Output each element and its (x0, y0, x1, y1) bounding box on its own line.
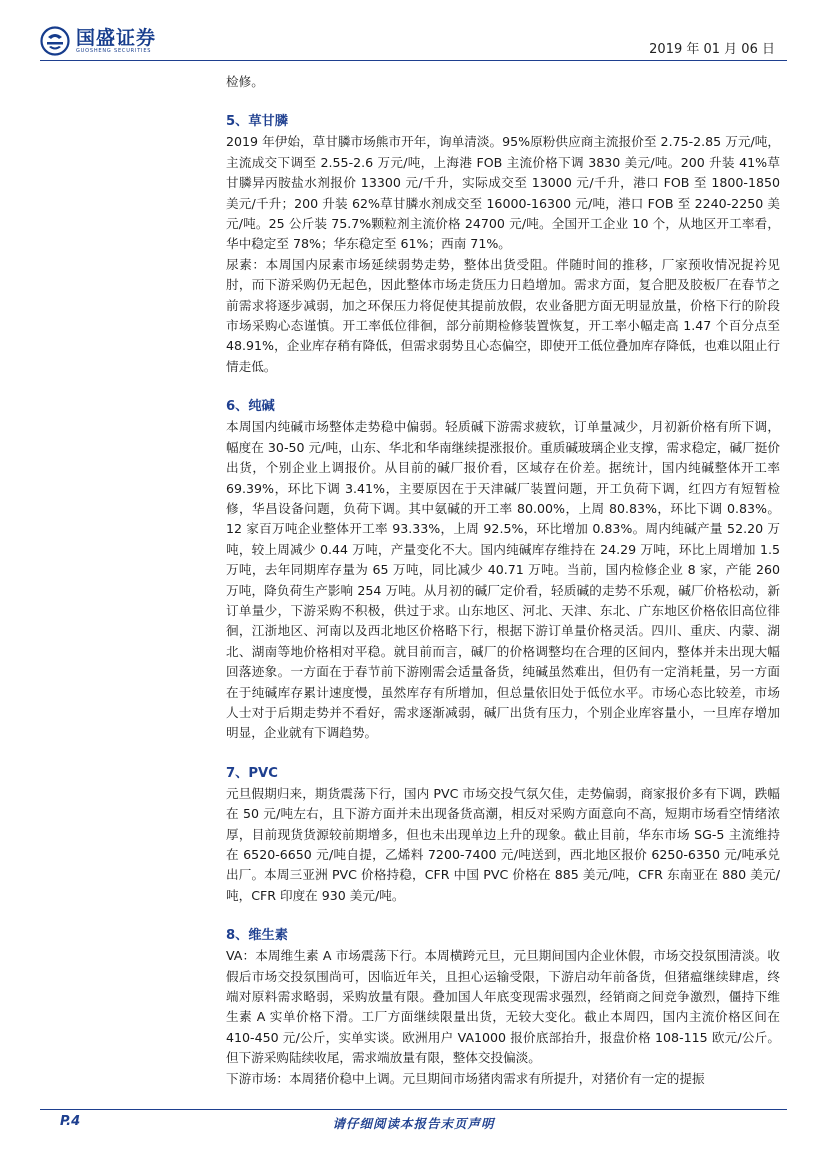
section-paragraph: 下游市场：本周猪价稳中上调。元旦期间市场猪肉需求有所提升，对猪价有一定的提振 (226, 1070, 705, 1086)
footer-divider (40, 1109, 787, 1110)
section-pvc (226, 764, 780, 906)
section-title: 6、纯碱 (226, 399, 275, 415)
logo-name: 国盛证券 (76, 26, 157, 49)
section-paragraph: VA：本周维生素 A 市场震荡下行。本周横跨元旦，元旦期间国内企业休假，市场交投氛围清淡。收假后市场交投氛围尚可，因临近年关，且担心运输受限，下游启动年前备货，但猪瘟继续肆虐，终端对原料需求略弱，采购放量有限。叠加国人年底变现需求强烈，经销商之间竞争激烈，僵持下维生素 A 实单价格下滑。工厂方面继续限量出货，无较大变化。截止本周四，国内主流价格区间在 410-450 元/公斤，实单实谈。欧洲用户 VA1000 报价底部抬升，报盘价格 108-115 欧元/公斤。但下游采购陆续收尾，需求端放量有限，整体交投偏淡。 (226, 948, 780, 1066)
section-soda-ash (226, 397, 780, 744)
report-date: 2019 年 01 月 06 日 (649, 42, 775, 57)
section-title: 5、草甘膦 (226, 114, 288, 130)
page-header (0, 0, 827, 68)
section-glyphosate (226, 112, 780, 377)
footer-disclaimer: 请仔细阅读本报告末页声明 (332, 1116, 495, 1131)
report-body (226, 72, 780, 1089)
section-vitamins (226, 926, 780, 1089)
intro-text: 检修。 (226, 74, 264, 89)
section-paragraph: 2019 年伊始，草甘膦市场熊市开年，询单清淡。95%原粉供应商主流报价至 2.75-2.85 万元/吨，主流成交下调至 2.55-2.6 万元/吨，上海港 FOB 主流价格下调 3830 美元/吨。200 升装 41%草甘膦异丙胺盐水剂报价 13300 元/千升，实际成交至 13000 元/千升，港口 FOB 至 1800-1850 美元/千升；200 升装 62%草甘膦水剂成交至 16000-16300 元/吨，港口 FOB 至 2240-2250 美元/吨。25 公斤装 75.7%颗粒剂主流价格 24700 元/吨。全国开工企业 10 个，从地区开工率看，华中稳定至 78%；华东稳定至 61%；西南 71%。 (226, 134, 780, 252)
section-title: 8、维生素 (226, 928, 288, 944)
page-number: P.4 (60, 1114, 81, 1129)
header-divider (40, 60, 787, 61)
company-logo (40, 26, 156, 56)
section-paragraph: 尿素：本周国内尿素市场延续弱势走势，整体出货受阻。伴随时间的推移，厂家预收情况捉衿见肘，而下游采购仍无起色，因此整体市场走货压力日趋增加。需求方面，复合肥及胶板厂在春节之前需求将逐步减弱，加之环保压力将促使其提前放假，农业备肥方面无明显放量，价格下行的阶段市场采购心态谨慎。开工率低位徘徊，部分前期检修装置恢复，开工率小幅走高 1.47 个百分点至 48.91%，企业库存稍有降低，但需求弱势且心态偏空，即使开工低位叠加库存降低，也难以阻止行情走低。 (226, 256, 780, 374)
section-title: 7、PVC (226, 765, 278, 781)
logo-english-name: GUOSHENG SECURITIES (76, 47, 152, 54)
section-paragraph: 本周国内纯碱市场整体走势稳中偏弱。轻质碱下游需求疲软，订单量减少，月初新价格有所下调，幅度在 30-50 元/吨，山东、华北和华南继续提涨报价。重质碱玻璃企业支撑，需求稳定，碱厂挺价出货，个别企业上调报价。从目前的碱厂报价看，区域存在价差。据统计，国内纯碱整体开工率 69.39%，环比下调 3.41%，主要原因在于天津碱厂装置问题，开工负荷下调，红四方有短暂检修，华昌设备问题，负荷下调。其中氨碱的开工率 80.00%，上周 80.83%，环比下调 0.83%。12 家百万吨企业整体开工率 93.33%，上周 92.5%，环比增加 0.83%。周内纯碱产量 52.20 万吨，较上周减少 0.44 万吨，产量变化不大。国内纯碱库存维持在 24.29 万吨，环比上周增加 1.5 万吨，去年同期库存量为 65 万吨，同比减少 40.71 万吨。当前，国内检修企业 8 家，产能 260 万吨，降负荷生产影响 254 万吨。从月初的碱厂定价看，轻质碱的走势不乐观，碱厂价格松动，新订单量少，下游采购不积极，供过于求。山东地区、河北、天津、东北、广东地区价格依旧高位徘徊，江浙地区、河南以及西北地区价格略下行，根据下游订单量价格灵活。四川、重庆、内蒙、湖北、湖南等地价格相对平稳。就目前而言，碱厂的价格调整均在合理的区间内，整体并未出现大幅回落迹象。一方面在于春节前下游刚需会适量备货，纯碱虽然难出，但仍有一定消耗量，另一方面在于纯碱库存累计速度慢，虽然库存有所增加，但总量依旧处于低位水平。市场心态比较差，市场人士对于后期走势并不看好，需求逐渐减弱，碱厂出货有压力，个别企业库容量小，一旦库存增加明显，企业就有下调趋势。 (226, 419, 780, 741)
guosheng-logo-icon (40, 26, 70, 56)
section-paragraph: 元旦假期归来，期货震荡下行，国内 PVC 市场交投气氛欠佳，走势偏弱，商家报价多有下调，跌幅在 50 元/吨左右，且下游方面并未出现备货高潮，相反对采购方面意向不高，短期市场看空情绪浓厚，目前现货货源较前期增多，但也未出现单边上升的现象。截止目前，华东市场 SG-5 主流维持在 6520-6650 元/吨自提，乙烯料 7200-7400 元/吨送到，西北地区报价 6250-6350 元/吨承兑出厂。本周三亚洲 PVC 价格持稳，CFR 中国 PVC 价格在 885 美元/吨，CFR 东南亚在 880 美元/吨，CFR 印度在 930 美元/吨。 (226, 785, 780, 903)
